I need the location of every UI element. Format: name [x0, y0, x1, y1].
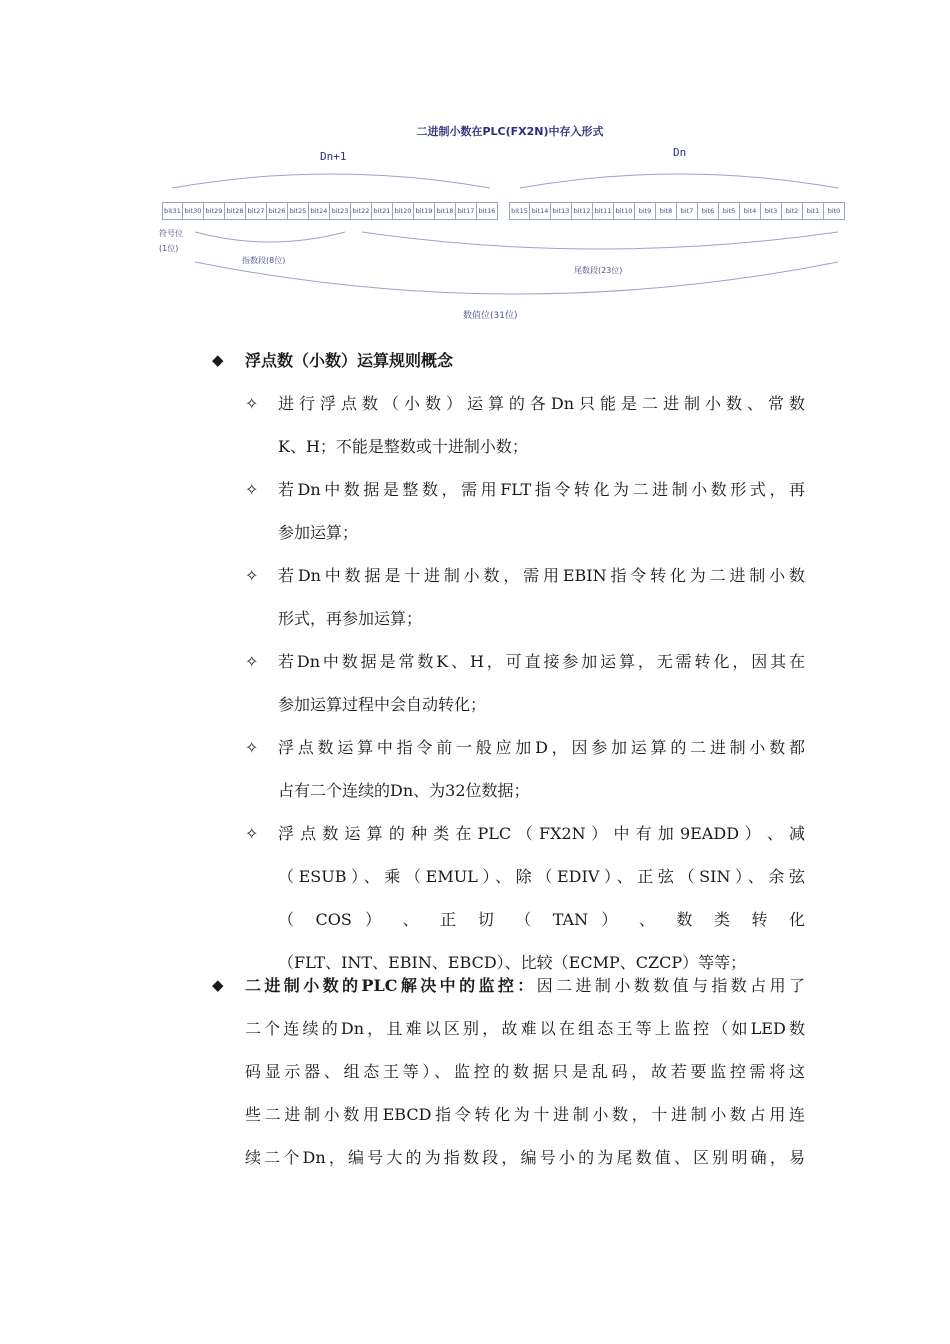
- list-item-line: 若Dn中数据是十进制小数，需用EBIN指令转化为二进制小数: [278, 566, 805, 585]
- value-bits-label: 数值位(31位): [463, 311, 518, 321]
- bit-cell: bit20: [393, 202, 414, 220]
- bit-cell: bit0: [824, 202, 845, 220]
- bit-cell: bit28: [225, 202, 246, 220]
- bit-cell: bit18: [435, 202, 456, 220]
- star-bullet-icon: ✧: [245, 394, 259, 413]
- star-bullet-icon: ✧: [245, 480, 259, 499]
- bit-cell: bit9: [635, 202, 656, 220]
- list-item-line: 浮 点 数 运 算 的 种 类 在 PLC （ FX2N ） 中 有 加 9EADD ） 、 减: [278, 824, 805, 843]
- high-register-label: Dn+1: [320, 150, 347, 163]
- high-bit-row: [162, 202, 498, 220]
- star-bullet-icon: ✧: [245, 566, 259, 585]
- diamond-bullet-icon: ◆: [212, 351, 224, 369]
- list-item-line: 参加运算过程中会自动转化；: [278, 695, 487, 714]
- bit-cell: bit30: [183, 202, 204, 220]
- float-storage-diagram: [0, 0, 950, 340]
- sign-bit-label: 符号位 (1位): [159, 229, 183, 253]
- bit-cell: bit25: [288, 202, 309, 220]
- list-item-line: （ COS ） 、 正 切 （ TAN ） 、 数 类 转 化: [278, 910, 805, 929]
- bit-cell: bit21: [372, 202, 393, 220]
- diamond-bullet-icon: ◆: [212, 976, 224, 994]
- star-bullet-icon: ✧: [245, 824, 259, 843]
- list-item-line: （ESUB）、乘（EMUL）、除（EDIV）、正弦（SIN）、余弦: [278, 867, 805, 886]
- list-item-line: 参加运算；: [278, 523, 359, 542]
- low-bit-row: [509, 202, 845, 220]
- bit-cell: bit31: [162, 202, 183, 220]
- bit-cell: bit12: [572, 202, 593, 220]
- section2-line: 二个连续的Dn，且难以区别，故难以在组态王等上监控（如LED数: [245, 1019, 805, 1038]
- bit-cell: bit15: [509, 202, 530, 220]
- bit-cell: bit7: [677, 202, 698, 220]
- star-bullet-icon: ✧: [245, 652, 259, 671]
- diagram-title: 二进制小数在PLC(FX2N)中存入形式: [416, 125, 604, 138]
- section2-line: 些二进制小数用EBCD指令转化为十进制小数，十进制小数占用连: [245, 1105, 805, 1124]
- list-item-line: 浮点数运算中指令前一般应加D，因参加运算的二进制小数都: [278, 738, 805, 757]
- bit-cell: bit11: [593, 202, 614, 220]
- bit-cell: bit8: [656, 202, 677, 220]
- list-item-line: 占有二个连续的Dn、为32位数据；: [278, 781, 530, 800]
- section2-line: 续二个Dn，编号大的为指数段，编号小的为尾数值、区别明确，易: [245, 1148, 805, 1167]
- bit-cell: bit1: [803, 202, 824, 220]
- exponent-label: 指数段(8位): [242, 256, 286, 265]
- bit-cell: bit4: [740, 202, 761, 220]
- bit-cell: bit16: [477, 202, 498, 220]
- list-item-line: 若Dn中数据是整数，需用FLT指令转化为二进制小数形式，再: [278, 480, 805, 499]
- bit-cell: bit3: [761, 202, 782, 220]
- section2-line: 二进制小数的PLC解决中的监控：因二进制小数数值与指数占用了: [245, 976, 805, 995]
- mantissa-label: 尾数段(23位): [574, 266, 623, 275]
- bit-cell: bit29: [204, 202, 225, 220]
- list-item-line: 形式，再参加运算；: [278, 609, 423, 628]
- bit-cell: bit2: [782, 202, 803, 220]
- bit-cell: bit17: [456, 202, 477, 220]
- bit-cell: bit22: [351, 202, 372, 220]
- list-item-line: 进行浮点数（小数）运算的各Dn只能是二进制小数、常数: [278, 394, 805, 413]
- list-item-line: K、H；不能是整数或十进制小数；: [278, 437, 528, 456]
- section2-line: 码显示器、组态王等）、监控的数据只是乱码，故若要监控需将这: [245, 1062, 805, 1081]
- bit-cell: bit23: [330, 202, 351, 220]
- bit-cell: bit19: [414, 202, 435, 220]
- list-item-line: 若Dn中数据是常数K、H，可直接参加运算，无需转化，因其在: [278, 652, 805, 671]
- bit-cell: bit6: [698, 202, 719, 220]
- list-item-line: （FLT、INT、EBIN、EBCD）、比较（ECMP、CZCP）等等；: [278, 953, 747, 972]
- bit-cell: bit27: [246, 202, 267, 220]
- bit-cell: bit13: [551, 202, 572, 220]
- bit-cell: bit24: [309, 202, 330, 220]
- bit-cell: bit26: [267, 202, 288, 220]
- bit-cell: bit10: [614, 202, 635, 220]
- low-register-label: Dn: [673, 146, 687, 159]
- star-bullet-icon: ✧: [245, 738, 259, 757]
- brace-arcs: [0, 0, 950, 340]
- bit-cell: bit14: [530, 202, 551, 220]
- bit-cell: bit5: [719, 202, 740, 220]
